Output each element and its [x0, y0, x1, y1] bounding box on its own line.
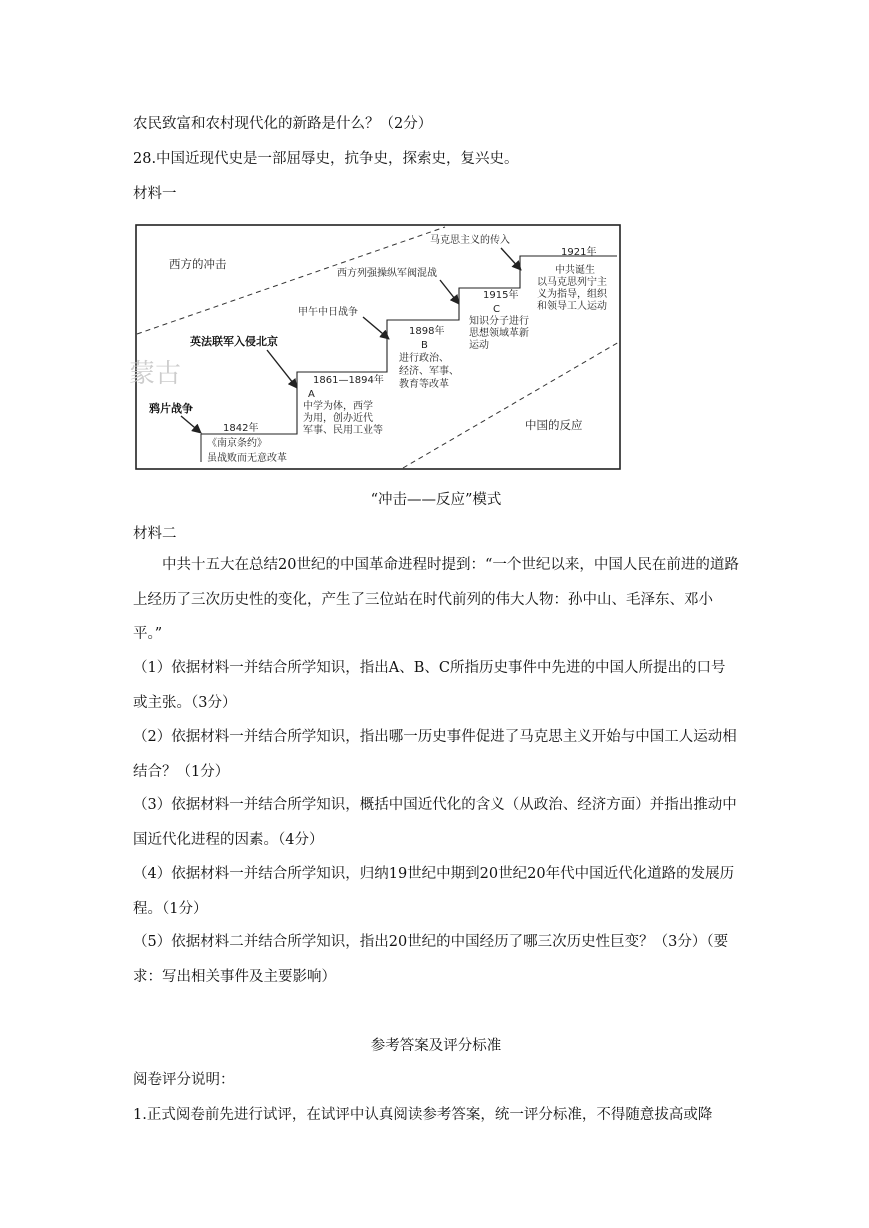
step5-year: 1921年: [561, 247, 597, 258]
step1-desc-1: 《南京条约》: [207, 438, 267, 449]
figure-caption: “冲击——反应”模式: [370, 492, 502, 508]
sino-japanese-label: 甲午中日战争: [298, 307, 358, 318]
material-2-text: 中共十五大在总结20世纪的中国革命进程时提到：“一个世纪以来，中国人民在前进的道路上经历了三次历史性的变化，产生了三位站在时代前列的伟大人物：孙中山、毛泽东、邓小平。”: [133, 557, 739, 642]
sub-question-1: （1）依据材料一并结合所学知识，指出A、B、C所指历史事件中先进的中国人所提出的口号或主张。（3分）: [133, 660, 726, 711]
step3-desc-2: 经济、军事、: [399, 366, 459, 377]
step1-desc-2: 虽战败而无意改革: [207, 453, 287, 464]
grading-note-1: 1.正式阅卷前先进行试评，在试评中认真阅读参考答案，统一评分标准，不得随意拔高或降: [133, 1107, 713, 1123]
question-28-intro: 28.中国近现代史是一部屈辱史，抗争史，探索史，复兴史。: [133, 151, 519, 167]
step5-desc-4: 和领导工人运动: [537, 301, 607, 312]
impact-response-diagram: [129, 224, 621, 470]
step4-mark: C: [493, 304, 500, 315]
answers-title: 参考答案及评分标准: [370, 1038, 502, 1054]
step2-mark: A: [308, 389, 315, 400]
step5-desc-3: 义为指导，组织: [537, 289, 607, 300]
western-impact-label: 西方的冲击: [169, 257, 227, 271]
question-27-ending: 农民致富和农村现代化的新路是什么？（2分）: [133, 116, 433, 132]
step3-desc-1: 进行政治、: [399, 353, 449, 364]
material-2-label: 材料二: [133, 526, 177, 542]
grading-notes-label: 阅卷评分说明：: [133, 1072, 235, 1088]
marxism-label: 马克思主义的传入: [430, 235, 510, 246]
step2-desc-3: 军事、民用工业等: [303, 425, 383, 436]
sub-question-4: （4）依据材料一并结合所学知识，归纳19世纪中期到20世纪20年代中国近代化道路的发展历程。（1分）: [133, 866, 735, 917]
china-response-label: 中国的反应: [525, 418, 583, 432]
opium-war-label: 鸦片战争: [149, 402, 193, 415]
step4-desc-2: 思想领域革新: [469, 328, 529, 339]
step5-desc-2: 以马克思列宁主: [537, 277, 607, 288]
step3-year: 1898年: [409, 326, 445, 337]
step2-desc-1: 中学为体，西学: [303, 401, 373, 412]
step4-desc-3: 运动: [469, 340, 489, 351]
step1-year: 1842年: [223, 423, 259, 434]
anglo-french-label: 英法联军入侵北京: [190, 335, 278, 348]
step4-year: 1915年: [483, 290, 519, 301]
step2-desc-2: 为用，创办近代: [303, 413, 373, 424]
sub-question-5: （5）依据材料二并结合所学知识，指出20世纪的中国经历了哪三次历史性巨变？（3分）（要求：写出相关事件及主要影响）: [133, 934, 729, 985]
watermark: 蒙古: [129, 359, 182, 388]
sub-question-2: （2）依据材料一并结合所学知识，指出哪一历史事件促进了马克思主义开始与中国工人运动相结合？（1分）: [133, 729, 737, 780]
step3-mark: B: [421, 340, 428, 351]
material-1-label: 材料一: [133, 186, 177, 202]
sub-question-3: （3）依据材料一并结合所学知识，概括中国近代化的含义（从政治、经济方面）并指出推动中国近代化进程的因素。（4分）: [133, 797, 737, 848]
step2-year: 1861—1894年: [313, 375, 384, 386]
step3-desc-3: 教育等改革: [399, 379, 449, 390]
warlords-label: 西方列强操纵军阀混战: [337, 268, 437, 279]
step5-desc-1: 中共诞生: [555, 265, 595, 276]
step4-desc-1: 知识分子进行: [469, 316, 529, 327]
